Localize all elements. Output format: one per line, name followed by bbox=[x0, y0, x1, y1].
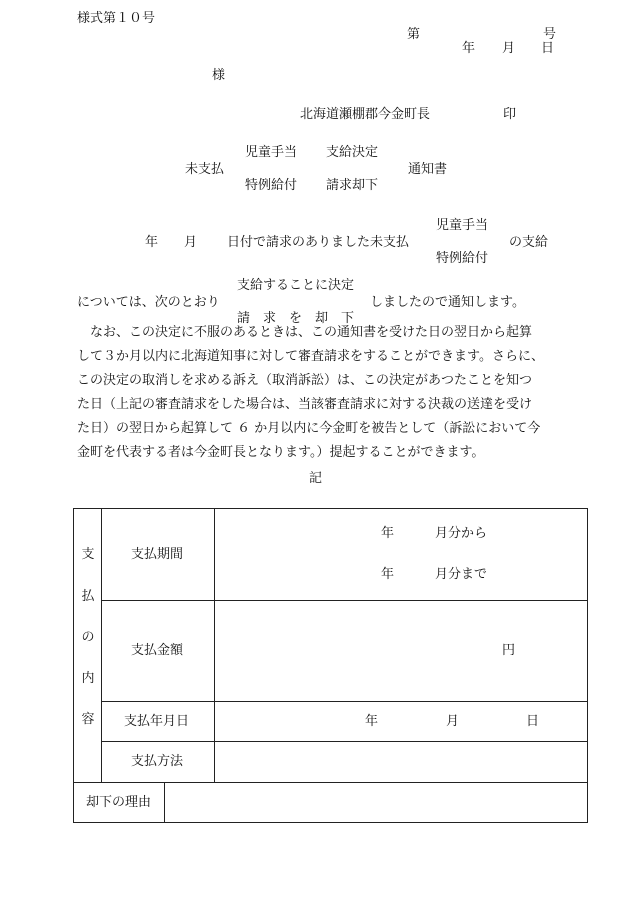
form-number: 様式第１０号 bbox=[77, 11, 156, 26]
doc-number-prefix: 第 bbox=[407, 27, 421, 42]
date-day: 日 bbox=[541, 41, 555, 56]
notice-line: た日）の翌日から起算して ６ か月以内に今金町を被告として（訴訟において今 bbox=[77, 421, 541, 436]
doc-number-suffix: 号 bbox=[543, 27, 557, 42]
notice-paragraph bbox=[77, 321, 557, 465]
reject-reason-label: 却下の理由 bbox=[86, 795, 152, 810]
payment-details-table bbox=[73, 508, 588, 823]
period-from-month: 月分から bbox=[435, 526, 488, 541]
issuer-name: 北海道瀬棚郡今金町長 bbox=[300, 107, 431, 122]
intro-year: 年 bbox=[145, 235, 159, 250]
seal-mark: 印 bbox=[503, 107, 517, 122]
paydate-day: 日 bbox=[526, 714, 540, 729]
date-month: 月 bbox=[502, 41, 516, 56]
title-suffix: 通知書 bbox=[408, 162, 448, 177]
title-prefix: 未支払 bbox=[185, 162, 225, 177]
intro-month: 月 bbox=[184, 235, 198, 250]
payment-date-label: 支払年月日 bbox=[124, 714, 190, 729]
decision-option-bottom: 請 求 を 却 下 bbox=[237, 311, 355, 326]
paydate-year: 年 bbox=[365, 714, 379, 729]
group-label-char: の bbox=[81, 630, 95, 645]
notice-line: た日（上記の審査請求をした場合は、当該審査請求に対する決裁の送達を受け bbox=[77, 397, 533, 412]
notice-line: して３か月以内に北海道知事に対して審査請求をすることができます。さらに、 bbox=[77, 349, 544, 364]
notice-line: この決定の取消しを求める訴え（取消訴訟）は、この決定があつたことを知つ bbox=[77, 373, 533, 388]
title-option-a-top: 児童手当 bbox=[245, 145, 298, 160]
period-from-year: 年 bbox=[381, 526, 395, 541]
notice-line: 金町を代表する者は今金町長となります。）提起することができます。 bbox=[77, 445, 485, 460]
group-label-char: 容 bbox=[81, 712, 95, 727]
group-label-char: 内 bbox=[81, 671, 95, 686]
period-to-year: 年 bbox=[381, 567, 395, 582]
payment-period-label: 支払期間 bbox=[131, 547, 184, 562]
period-to-month: 月分まで bbox=[435, 567, 488, 582]
intro-line2-start: については、次のとおり bbox=[77, 295, 220, 310]
addressee-suffix: 様 bbox=[212, 68, 226, 83]
paydate-month: 月 bbox=[446, 714, 460, 729]
date-year: 年 bbox=[462, 41, 476, 56]
intro-benefit-bottom: 特例給付 bbox=[436, 251, 489, 266]
group-label-char: 支 bbox=[81, 547, 95, 562]
amount-unit: 円 bbox=[502, 643, 516, 658]
payment-method-label: 支払方法 bbox=[131, 754, 184, 769]
intro-text: 日付で請求のありました未支払 bbox=[227, 235, 410, 250]
ki-heading: 記 bbox=[309, 471, 323, 486]
group-label-char: 払 bbox=[81, 589, 95, 604]
intro-tail: の支給 bbox=[509, 235, 549, 250]
payment-amount-label: 支払金額 bbox=[131, 643, 184, 658]
notice-line: なお、この決定に不服のあるときは、この通知書を受けた日の翌日から起算 bbox=[77, 325, 533, 340]
intro-line2-end: しましたので通知します。 bbox=[370, 295, 525, 310]
title-option-b-bottom: 請求却下 bbox=[326, 178, 379, 193]
intro-benefit-top: 児童手当 bbox=[436, 218, 489, 233]
decision-option-top: 支給することに決定 bbox=[237, 278, 355, 293]
title-option-a-bottom: 特例給付 bbox=[245, 178, 298, 193]
title-option-b-top: 支給決定 bbox=[326, 145, 379, 160]
